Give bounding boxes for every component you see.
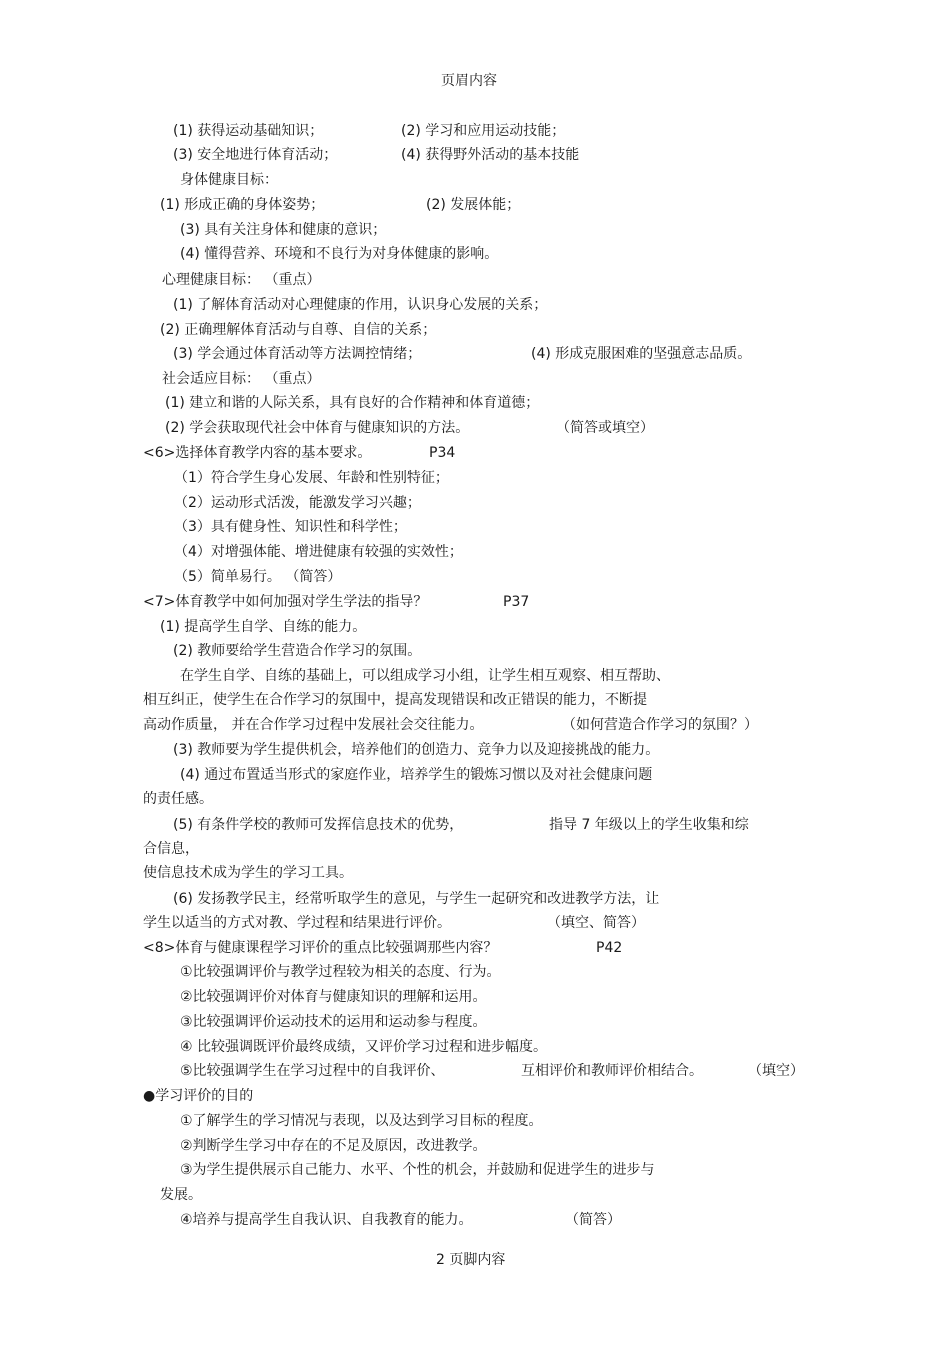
text-line: ①比较强调评价与教学过程较为相关的态度、行为。	[180, 964, 501, 980]
text-line: 互相评价和教师评价相结合。	[521, 1063, 703, 1079]
text-line: （简答）	[565, 1212, 621, 1228]
text-line: ②比较强调评价对体育与健康知识的理解和运用。	[180, 989, 487, 1005]
text-line: 身体健康目标：	[180, 172, 278, 188]
text-line: ②判断学生学习中存在的不足及原因，改进教学。	[180, 1138, 487, 1154]
section-heading: ●学习评价的目的	[143, 1088, 254, 1104]
text-line: 学生以适当的方式对教、学过程和结果进行评价。	[143, 915, 451, 931]
text-line: ④培养与提高学生自我认识、自我教育的能力。	[180, 1212, 473, 1228]
text-line: （简答或填空）	[556, 420, 654, 436]
text-line: （填空）	[748, 1063, 804, 1079]
text-line: 发展。	[160, 1187, 202, 1203]
text-line: 相互纠正，使学生在合作学习的氛围中，提高发现错误和改正错误的能力，不断提	[143, 692, 647, 708]
text-line: (1) 形成正确的身体姿势；	[160, 197, 325, 213]
text-line: 社会适应目标： （重点）	[162, 371, 321, 387]
text-line: ③为学生提供展示自己能力、水平、个性的机会，并鼓励和促进学生的进步与	[180, 1162, 655, 1178]
text-line: (2) 学习和应用运动技能；	[401, 123, 566, 139]
text-line: 指导 7 年级以上的学生收集和综	[549, 817, 749, 833]
text-line: （5）简单易行。 （简答）	[174, 569, 342, 585]
page-reference: P37	[503, 594, 530, 610]
section-heading: <7>体育教学中如何加强对学生学法的指导？	[143, 594, 428, 610]
text-line: （4）对增强体能、增进健康有较强的实效性；	[174, 544, 463, 560]
text-line: （3）具有健身性、知识性和科学性；	[174, 519, 407, 535]
page-reference: P42	[596, 940, 623, 956]
text-line: 在学生自学、自练的基础上，可以组成学习小组，让学生相互观察、相互帮助、	[180, 668, 670, 684]
section-heading: <6>选择体育教学内容的基本要求。	[143, 445, 372, 461]
page-header: 页眉内容	[441, 73, 497, 89]
text-line: (2) 正确理解体育活动与自尊、自信的关系；	[160, 322, 437, 338]
text-line: (1) 了解体育活动对心理健康的作用，认识身心发展的关系；	[173, 297, 548, 313]
text-line: ①了解学生的学习情况与表现，以及达到学习目标的程度。	[180, 1113, 543, 1129]
text-line: ⑤比较强调学生在学习过程中的自我评价、	[180, 1063, 445, 1079]
text-line: 心理健康目标： （重点）	[162, 272, 321, 288]
text-line: (3) 具有关注身体和健康的意识；	[180, 222, 387, 238]
text-line: （填空、简答）	[547, 915, 645, 931]
text-line: (3) 学会通过体育活动等方法调控情绪；	[173, 346, 422, 362]
text-line: (2) 发展体能；	[426, 197, 521, 213]
text-line: (1) 获得运动基础知识；	[173, 123, 324, 139]
text-line: （如何营造合作学习的氛围？）	[562, 717, 758, 733]
text-line: (4) 形成克服困难的坚强意志品质。	[531, 346, 752, 362]
text-line: (5) 有条件学校的教师可发挥信息技术的优势，	[173, 817, 464, 833]
text-line: (2) 教师要给学生营造合作学习的氛围。	[173, 643, 422, 659]
section-heading: <8>体育与健康课程学习评价的重点比较强调那些内容？	[143, 940, 498, 956]
text-line: 使信息技术成为学生的学习工具。	[143, 865, 353, 881]
page-footer: 2 页脚内容	[436, 1252, 506, 1268]
text-line: (1) 建立和谐的人际关系，具有良好的合作精神和体育道德；	[165, 395, 540, 411]
text-line: （2）运动形式活泼，能激发学习兴趣；	[174, 495, 421, 511]
text-line: ④ 比较强调既评价最终成绩，又评价学习过程和进步幅度。	[180, 1039, 547, 1055]
text-line: ③比较强调评价运动技术的运用和运动参与程度。	[180, 1014, 487, 1030]
text-line: (1) 提高学生自学、自练的能力。	[160, 619, 367, 635]
text-line: (6) 发扬教学民主，经常听取学生的意见，与学生一起研究和改进教学方法，让	[173, 891, 660, 907]
text-line: 高动作质量， 并在合作学习过程中发展社会交往能力。	[143, 717, 484, 733]
text-line: (4) 获得野外活动的基本技能	[401, 147, 580, 163]
text-line: (4) 通过布置适当形式的家庭作业，培养学生的锻炼习惯以及对社会健康问题	[180, 767, 653, 783]
text-line: (2) 学会获取现代社会中体育与健康知识的方法。	[165, 420, 470, 436]
page-reference: P34	[429, 445, 456, 461]
text-line: （1）符合学生身心发展、年龄和性别特征；	[174, 470, 449, 486]
text-line: (3) 教师要为学生提供机会，培养他们的创造力、竞争力以及迎接挑战的能力。	[173, 742, 660, 758]
text-line: 合信息，	[143, 841, 199, 857]
text-line: (3) 安全地进行体育活动；	[173, 147, 338, 163]
text-line: (4) 懂得营养、环境和不良行为对身体健康的影响。	[180, 246, 499, 262]
text-line: 的责任感。	[143, 791, 213, 807]
